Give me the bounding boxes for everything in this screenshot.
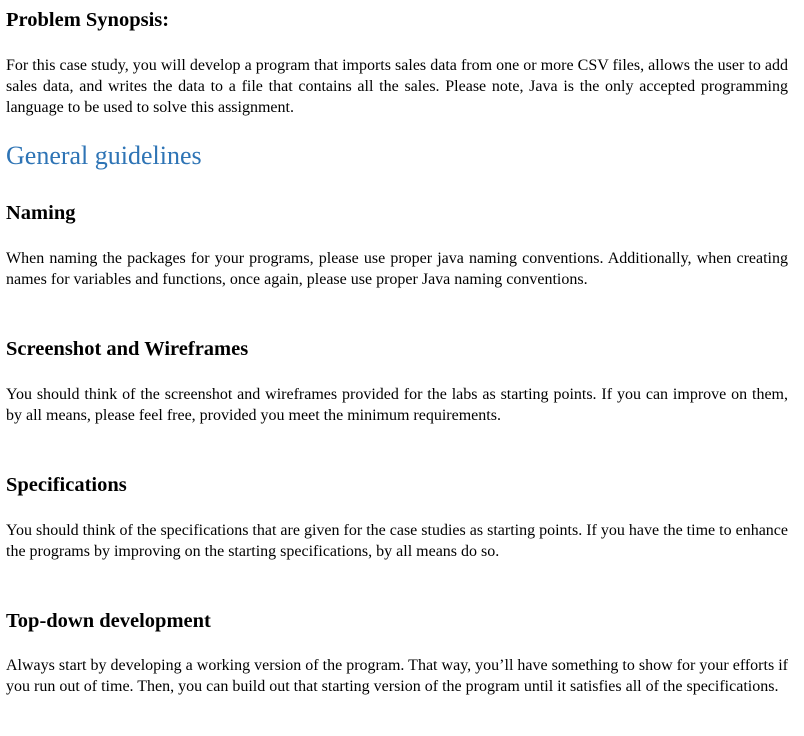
top-down-development-text: Always start by developing a working version of the program. That way, you’ll have something to show for your efforts if you run out of time. Then, you can build out that starting version of the program until it satisfies all of the specifications.: [6, 657, 788, 695]
top-down-development-heading: Top-down development: [6, 610, 211, 632]
naming-heading: Naming: [6, 202, 76, 224]
naming-text: When naming the packages for your programs, please use proper java naming conventions. Additionally, when creating names for variables and functions, once again, please use proper Java naming conventions.: [6, 250, 788, 288]
screenshot-wireframes-text: You should think of the screenshot and wireframes provided for the labs as starting points. If you can improve on them, by all means, please feel free, provided you meet the minimum requirements.: [6, 386, 788, 424]
general-guidelines-heading: General guidelines: [6, 141, 202, 170]
screenshot-wireframes-heading: Screenshot and Wireframes: [6, 338, 249, 360]
specifications-text: You should think of the specifications that are given for the case studies as starting points. If you have the time to enhance the programs by improving on the starting specifications, by all means do so.: [6, 522, 788, 560]
problem-synopsis-heading: Problem Synopsis:: [6, 9, 170, 31]
specifications-heading: Specifications: [6, 474, 127, 496]
problem-synopsis-text: For this case study, you will develop a program that imports sales data from one or more CSV files, allows the user to add sales data, and writes the data to a file that contains all the sales. Please note, Java is the only accepted programming language to be used to solve this assignment.: [6, 57, 788, 116]
